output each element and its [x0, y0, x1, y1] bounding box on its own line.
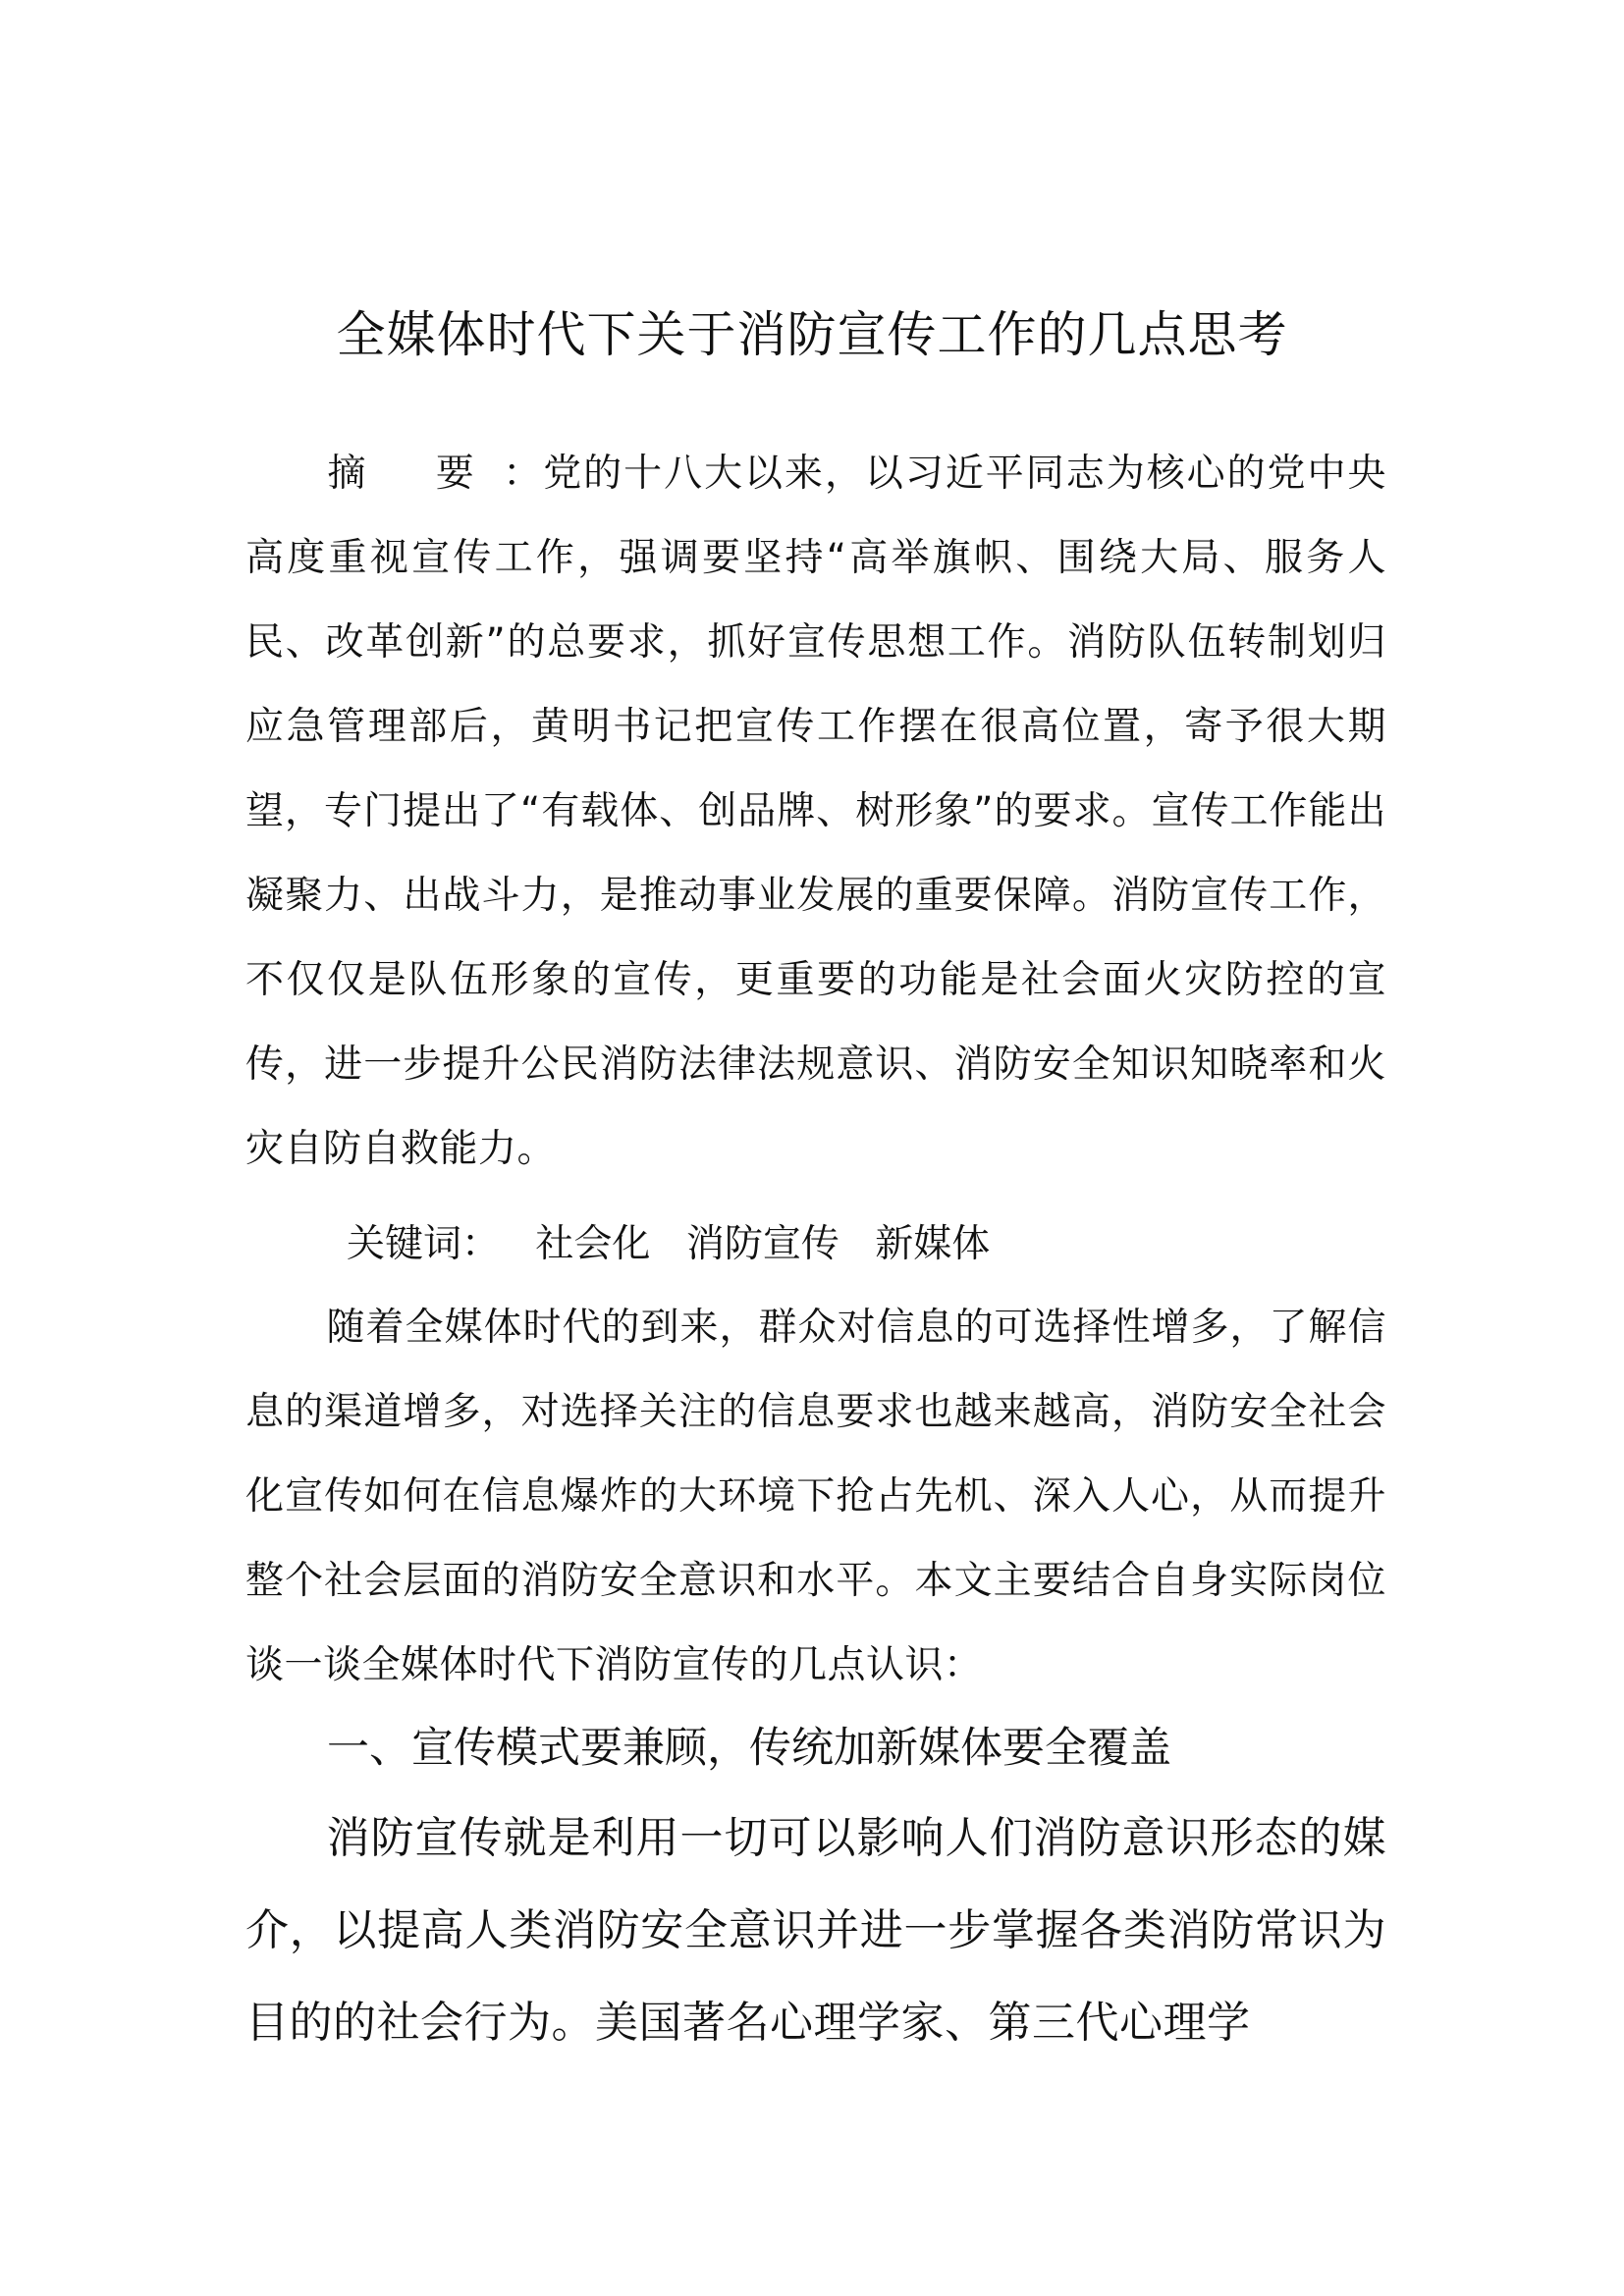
intro-paragraph	[245, 1286, 1386, 1708]
keywords-line	[347, 1210, 1013, 1279]
abstract-label: 摘 要	[326, 452, 504, 496]
abstract-paragraph	[245, 432, 1386, 1192]
keyword-item: 新媒体	[875, 1222, 991, 1266]
abstract-text: ：党的十八大以来，以习近平同志为核心的党中央高度重视宣传工作，强调要坚持“高举旗帜、围绕大局、服务人民、改革创新”的总要求，抓好宣传思想工作。消防队伍转制划归应急管理部后，黄明书记把宣传工作摆在很高位置，寄予很大期望，专门提出了“有载体、创品牌、树形象”的要求。宣传工作能出凝聚力、出战斗力，是推动事业发展的重要保障。消防宣传工作，不仅仅是队伍形象的宣传，更重要的功能是社会面火灾防控的宣传，进一步提升公民消防法律法规意识、消防安全知识知晓率和火灾自防自救能力。	[245, 452, 1386, 1171]
keyword-item: 消防宣传	[685, 1222, 839, 1266]
section-heading: 一、宣传模式要兼顾，传统加新媒体要全覆盖	[327, 1724, 1171, 1773]
document-title: 全媒体时代下关于消防宣传工作的几点思考	[336, 305, 1288, 363]
intro-text: 随着全媒体时代的到来，群众对信息的可选择性增多，了解信息的渠道增多，对选择关注的信息要求也越来越高，消防安全社会化宣传如何在信息爆炸的大环境下抢占先机、深入人心，从而提升整个社会层面的消防安全意识和水平。本文主要结合自身实际岗位谈一谈全媒体时代下消防宣传的几点认识：	[245, 1306, 1386, 1687]
keyword-item: 社会化	[535, 1222, 651, 1266]
section-text: 消防宣传就是利用一切可以影响人们消防意识形态的媒介，以提高人类消防安全意识并进一步掌握各类消防常识为目的的社会行为。美国著名心理学家、第三代心理学	[245, 1813, 1386, 2048]
keywords-label: 关键词：	[347, 1222, 501, 1266]
section-paragraph	[245, 1792, 1386, 2069]
